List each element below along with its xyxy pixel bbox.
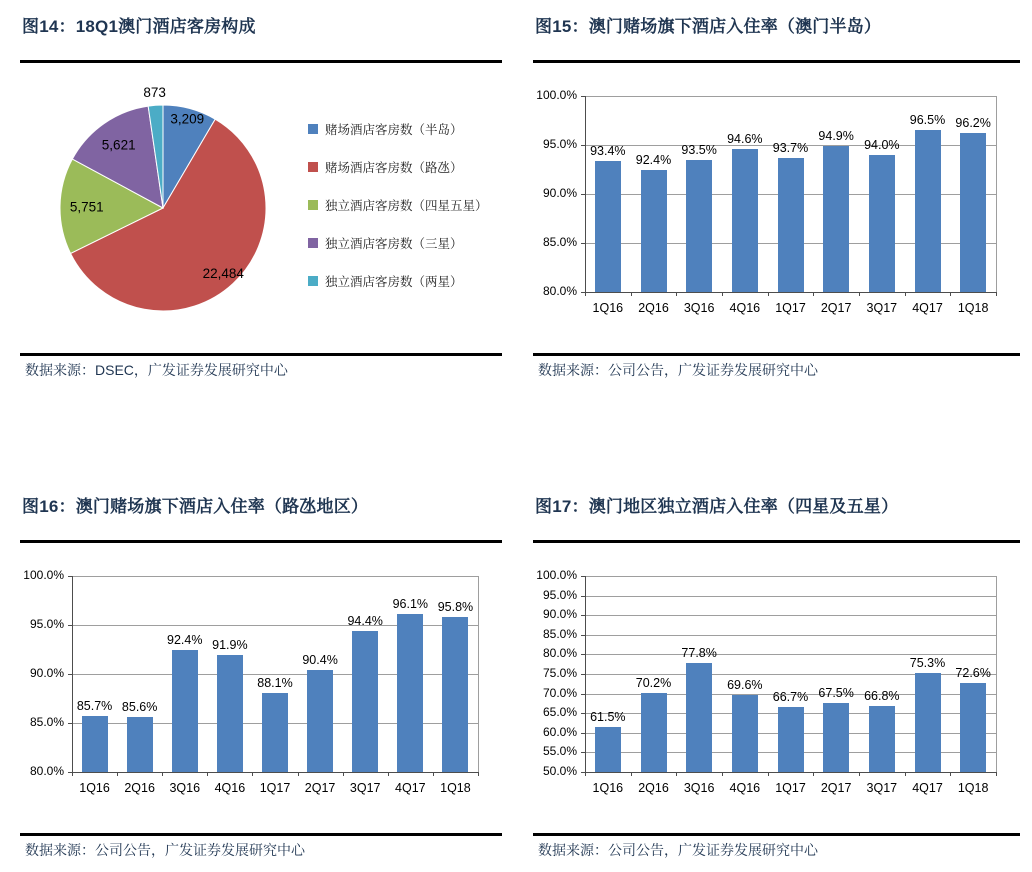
x-axis-tick [162, 772, 163, 776]
y-axis-tick-label: 80.0% [29, 764, 64, 778]
x-axis-tick [905, 292, 906, 296]
bar-value-label: 77.8% [681, 646, 717, 661]
y-axis-tick-label: 80.0% [542, 646, 577, 661]
x-axis-tick [631, 292, 632, 296]
bar [823, 703, 849, 772]
pie-value-label: 873 [143, 84, 166, 100]
figure-14-source: 数据来源：DSEC，广发证券发展研究中心 [25, 362, 288, 378]
y-axis-tick-label: 75.0% [542, 666, 577, 680]
legend-item-3 [308, 235, 488, 250]
y-axis-tick-label: 85.0% [29, 715, 64, 729]
x-axis-tick-label: 1Q16 [79, 781, 110, 795]
bar [686, 663, 712, 772]
figure-16-source: 数据来源：公司公告，广发证券发展研究中心 [25, 842, 305, 858]
grid-line [585, 576, 996, 577]
figure-14-title: 图14：18Q1澳门酒店客房构成 [22, 17, 256, 36]
x-axis-tick-label: 1Q18 [440, 781, 471, 795]
x-axis-tick-label: 2Q17 [820, 781, 852, 795]
x-axis-tick [676, 292, 677, 296]
bar-value-label: 92.4% [167, 633, 203, 648]
y-axis-tick-label: 80.0% [542, 284, 577, 298]
bar-value-label: 91.9% [212, 638, 248, 653]
bar [127, 717, 153, 772]
x-axis-tick [117, 772, 118, 776]
bar-value-label: 96.2% [955, 116, 991, 131]
grid-line [585, 615, 996, 616]
x-axis-tick-label: 1Q16 [592, 301, 624, 315]
x-axis-tick-label: 1Q17 [259, 781, 291, 795]
bar-value-label: 90.4% [302, 653, 338, 668]
pie-value-label: 5,621 [101, 137, 136, 153]
bar-value-label: 96.1% [392, 597, 429, 612]
bar-value-label: 96.5% [909, 113, 946, 128]
bar [732, 149, 758, 292]
x-axis-tick-label: 2Q16 [638, 781, 669, 795]
pie-chart-hotel-room-mix [20, 63, 502, 353]
bar-value-label: 85.6% [121, 700, 158, 715]
x-axis-tick [252, 772, 253, 776]
bar [595, 161, 621, 292]
x-axis-tick-label: 3Q16 [169, 781, 201, 795]
x-axis-tick [388, 772, 389, 776]
bar-value-label: 75.3% [909, 655, 946, 670]
y-axis-tick-label: 100.0% [23, 568, 64, 582]
y-axis-tick-label: 55.0% [542, 744, 577, 759]
x-axis-tick [585, 772, 586, 776]
x-axis-tick-label: 1Q18 [957, 301, 989, 315]
y-axis-tick-label: 65.0% [542, 705, 577, 720]
pie-value-label: 3,209 [170, 111, 205, 127]
bar-value-label: 69.6% [727, 678, 763, 693]
bar [397, 614, 423, 772]
x-axis-tick-label: 1Q16 [592, 781, 624, 795]
x-axis-tick [768, 772, 769, 776]
bar [307, 670, 333, 772]
bar-value-label: 93.5% [681, 142, 717, 157]
legend-swatch-icon [308, 238, 318, 248]
figure-15-title: 图15：澳门赌场旗下酒店入住率（澳门半岛） [535, 17, 882, 36]
y-axis-tick-label: 90.0% [542, 607, 577, 622]
bar-value-label: 66.8% [864, 689, 900, 704]
bar-value-label: 94.6% [727, 131, 763, 146]
figure-17-title: 图17：澳门地区独立酒店入住率（四星及五星） [535, 497, 899, 516]
x-axis-tick-label: 3Q16 [683, 781, 715, 795]
figure-panel-17 [533, 488, 1020, 868]
x-axis-tick-label: 1Q17 [775, 781, 806, 795]
bar [869, 706, 895, 772]
x-axis-tick-label: 4Q16 [729, 781, 761, 795]
x-axis-tick [478, 772, 479, 776]
grid-line [72, 576, 478, 577]
y-axis-tick-label: 100.0% [536, 568, 577, 582]
x-axis-tick [722, 772, 723, 776]
bar-value-label: 70.2% [635, 675, 672, 690]
x-axis-tick [859, 292, 860, 296]
legend-item-4 [308, 273, 488, 288]
y-axis-line [585, 576, 586, 773]
figure-17-source: 数据来源：公司公告，广发证券发展研究中心 [538, 842, 818, 858]
y-axis-tick-label: 95.0% [29, 617, 64, 631]
bar-value-label: 72.6% [955, 666, 991, 681]
x-axis-tick [813, 772, 814, 776]
bar [641, 170, 667, 292]
source-divider [20, 353, 502, 356]
x-axis-line [585, 292, 997, 293]
bar [823, 146, 849, 292]
legend-swatch-icon [308, 162, 318, 172]
bar-value-label: 94.0% [864, 137, 900, 152]
bar [778, 158, 804, 292]
x-axis-tick [996, 772, 997, 776]
legend-swatch-icon [308, 276, 318, 286]
x-axis-tick [722, 292, 723, 296]
y-axis-tick-label: 90.0% [29, 666, 64, 680]
y-axis-tick-label: 95.0% [542, 137, 577, 151]
bar-value-label: 93.4% [590, 143, 626, 158]
bar [82, 716, 108, 772]
bar [778, 707, 804, 772]
bar-value-label: 85.7% [76, 699, 113, 714]
bar-chart-occupancy-peninsula [533, 63, 1020, 353]
x-axis-tick-label: 1Q17 [775, 301, 806, 315]
pie-value-label: 22,484 [202, 265, 244, 281]
x-axis-line [585, 772, 997, 773]
x-axis-tick [768, 292, 769, 296]
x-axis-tick [813, 292, 814, 296]
legend-item-2 [308, 197, 488, 212]
bar [595, 727, 621, 772]
bar-value-label: 92.4% [635, 153, 672, 168]
pie-legend [308, 121, 488, 311]
source-divider [533, 833, 1020, 836]
bar [262, 693, 288, 772]
bar [732, 695, 758, 772]
legend-label: 独立酒店客房数（三星） [325, 235, 463, 251]
bar-value-label: 61.5% [590, 709, 626, 724]
bar-value-label: 66.7% [772, 689, 809, 704]
x-axis-tick-label: 4Q17 [912, 301, 943, 315]
bar [686, 160, 712, 292]
x-axis-tick [72, 772, 73, 776]
bar [960, 683, 986, 772]
y-axis-tick-label: 50.0% [542, 764, 577, 778]
legend-item-0 [308, 121, 488, 136]
bar-value-label: 93.7% [772, 140, 809, 155]
x-axis-tick [905, 772, 906, 776]
bar-value-label: 95.8% [437, 600, 474, 615]
y-axis-tick-label: 70.0% [542, 685, 577, 700]
x-axis-tick-label: 4Q16 [729, 301, 761, 315]
pie-value-label: 5,751 [69, 199, 104, 215]
x-axis-tick [996, 292, 997, 296]
legend-swatch-icon [308, 124, 318, 134]
y-axis-tick-label: 95.0% [542, 587, 577, 602]
bar [641, 693, 667, 772]
bar [352, 631, 378, 772]
figure-panel-15 [533, 8, 1020, 388]
bar [869, 155, 895, 292]
x-axis-tick-label: 3Q17 [866, 301, 898, 315]
legend-label: 赌场酒店客房数（半岛） [325, 121, 463, 137]
bar [915, 673, 941, 772]
grid-line [585, 596, 996, 597]
bar [172, 650, 198, 772]
bar-chart-occupancy-cotai [20, 543, 502, 833]
legend-item-1 [308, 159, 488, 174]
x-axis-tick-label: 4Q17 [912, 781, 943, 795]
legend-label: 赌场酒店客房数（路氹） [325, 159, 463, 175]
x-axis-tick [298, 772, 299, 776]
x-axis-tick [631, 772, 632, 776]
x-axis-tick-label: 3Q17 [866, 781, 898, 795]
bar-value-label: 88.1% [257, 675, 293, 690]
y-axis-tick-label: 85.0% [542, 235, 577, 249]
x-axis-tick-label: 1Q18 [957, 781, 989, 795]
source-divider [533, 353, 1020, 356]
bar-value-label: 94.9% [818, 128, 854, 143]
x-axis-tick [433, 772, 434, 776]
x-axis-tick-label: 4Q17 [395, 781, 426, 795]
x-axis-tick-label: 2Q17 [304, 781, 336, 795]
y-axis-line [585, 96, 586, 293]
source-divider [20, 833, 502, 836]
x-axis-tick [950, 292, 951, 296]
x-axis-tick [207, 772, 208, 776]
x-axis-tick-label: 2Q16 [124, 781, 155, 795]
x-axis-tick-label: 2Q17 [820, 301, 852, 315]
figure-16-title: 图16：澳门赌场旗下酒店入住率（路氹地区） [22, 497, 369, 516]
y-axis-tick-label: 85.0% [542, 626, 577, 641]
bar-value-label: 94.4% [347, 613, 383, 628]
x-axis-tick [950, 772, 951, 776]
legend-label: 独立酒店客房数（四星五星） [325, 197, 488, 213]
y-axis-tick-label: 90.0% [542, 186, 577, 200]
figure-15-source: 数据来源：公司公告，广发证券发展研究中心 [538, 362, 818, 378]
x-axis-tick [343, 772, 344, 776]
bar [960, 133, 986, 292]
x-axis-tick-label: 3Q16 [683, 301, 715, 315]
figure-panel-16 [20, 488, 502, 868]
x-axis-tick [859, 772, 860, 776]
y-axis-tick-label: 60.0% [542, 724, 577, 739]
x-axis-tick [585, 292, 586, 296]
x-axis-line [72, 772, 479, 773]
bar [217, 655, 243, 772]
figure-panel-14 [20, 8, 502, 388]
grid-line [585, 635, 996, 636]
y-axis-line [72, 576, 73, 773]
y-axis-tick-label: 100.0% [536, 88, 577, 102]
bar [442, 617, 468, 772]
x-axis-tick [676, 772, 677, 776]
x-axis-tick-label: 4Q16 [214, 781, 246, 795]
bar [915, 130, 941, 292]
x-axis-tick-label: 2Q16 [638, 301, 669, 315]
bar-chart-occupancy-independent [533, 543, 1020, 833]
x-axis-tick-label: 3Q17 [349, 781, 381, 795]
legend-label: 独立酒店客房数（两星） [325, 273, 463, 289]
grid-line [585, 96, 996, 97]
legend-swatch-icon [308, 200, 318, 210]
bar-value-label: 67.5% [818, 686, 854, 701]
